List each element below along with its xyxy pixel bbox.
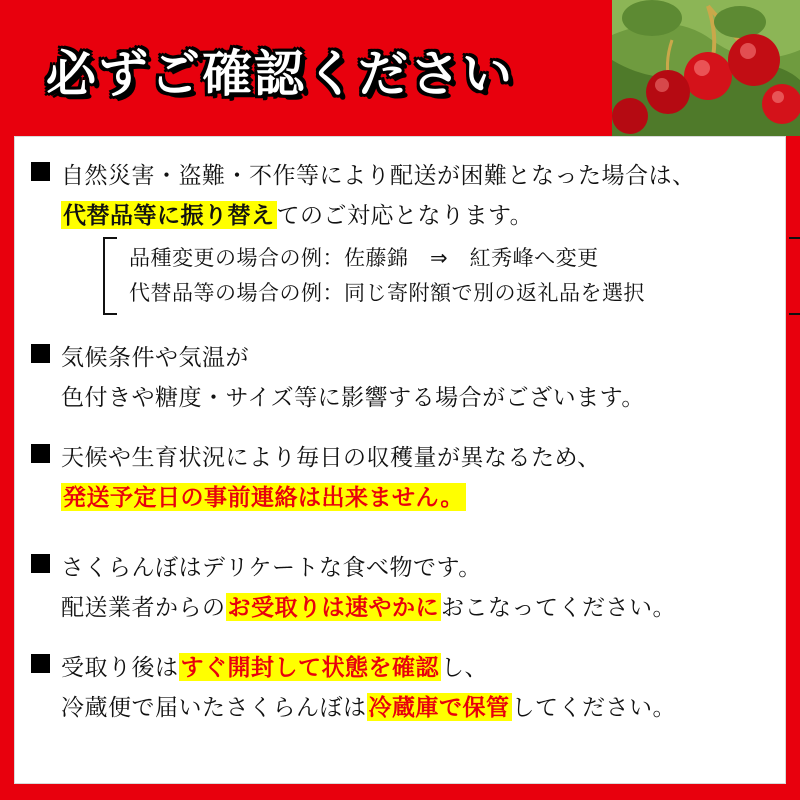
cherries-photo [612, 0, 800, 136]
notice-text: 受取り後は [61, 654, 179, 680]
highlighted-text: すぐ開封して状態を確認 [180, 654, 439, 680]
notice-line [61, 477, 787, 517]
notice-item-storage [15, 647, 787, 727]
notice-line [61, 155, 787, 195]
notice-line: 天候や生育状況により毎日の収穫量が異なるため、 [61, 444, 601, 470]
notice-text: してください。 [511, 694, 676, 720]
notice-card [14, 136, 786, 784]
notice-item-disaster [15, 155, 787, 321]
notice-line [61, 647, 787, 687]
highlighted-text: 冷蔵庫で保管 [368, 694, 510, 720]
notice-text: し、 [441, 654, 488, 680]
bullet-icon [31, 554, 50, 573]
notice-line [61, 195, 787, 235]
bullet-icon [31, 162, 50, 181]
example-line-1: 品種変更の場合の例：佐藤錦 ⇒ 紅秀峰へ変更 [129, 247, 599, 270]
page-title: 必ずご確認ください [46, 46, 514, 102]
bullet-icon [31, 344, 50, 363]
highlighted-text: 代替品等に振り替え [63, 202, 275, 228]
example-brace-box [103, 237, 800, 315]
notice-item-climate [15, 337, 787, 417]
highlighted-text: 発送予定日の事前連絡は出来ません。 [63, 484, 464, 510]
notice-line: さくらんぼはデリケートな食べ物です。 [61, 554, 482, 580]
notice-text: おこなってください。 [441, 594, 676, 620]
header-banner [0, 0, 800, 136]
bullet-icon [31, 444, 50, 463]
notice-line: 色付きや糖度・サイズ等に影響する場合がございます。 [61, 384, 645, 410]
notice-text: 冷蔵便で届いたさくらんぼは [61, 694, 367, 720]
notice-item-shipping-date [15, 437, 787, 517]
notice-line: 気候条件や気温が [61, 344, 249, 370]
brace-left [103, 237, 117, 315]
bullet-icon [31, 654, 50, 673]
notice-text: 配送業者からの [61, 594, 226, 620]
notice-line [61, 687, 787, 727]
brace-right [789, 237, 800, 315]
example-line-2: 代替品等の場合の例：同じ寄附額で別の返礼品を選択 [129, 282, 645, 305]
notice-line [61, 587, 787, 627]
notice-text: てのご対応となります。 [276, 202, 534, 228]
highlighted-text: お受取りは速やかに [227, 594, 439, 620]
notice-text: 自然災害・盗難・不作等により配送が困難となった場合は、 [61, 162, 696, 188]
notice-item-delicate [15, 547, 787, 627]
